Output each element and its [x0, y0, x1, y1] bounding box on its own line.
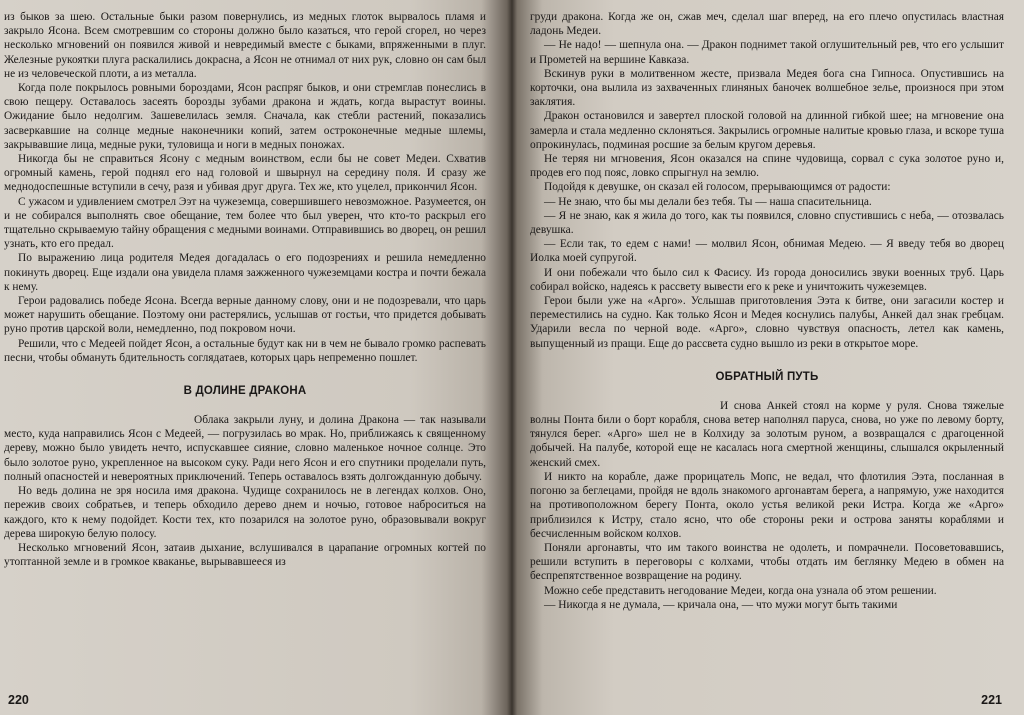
paragraph: И никто на корабле, даже прорицатель Мопс, не ведал, что флотилия Ээта, посланная в погоню за беглецами, пройдя не вдоль знакомого аргонавтам берега, а напрямую, уже находится на противоположном берегу Понта, около устья великой реки Истра. Когда же «Арго» приблизился к Истру, стало ясно, что обе стороны реки и острова заняты кораблями и бесчисленным войском колхов.	[530, 470, 1004, 540]
paragraph: — Не знаю, что бы мы делали без тебя. Ты — наша спасительница.	[544, 195, 872, 208]
paragraph: груди дракона. Когда же он, сжав меч, сделал шаг вперед, на его плечо опустилась властная ладонь Медеи.	[530, 11, 1004, 38]
paragraph: Поняли аргонавты, что им такого воинства не одолеть, и помрачнели. Посоветовавшись, решили вступить в переговоры с колхами, чтобы отдать им беглянку Медею в обмен на беспрепятственное возвращение на родину.	[530, 541, 1004, 583]
paragraph: По выражению лица родителя Медея догадалась о его подозрениях и решила немедленно покинуть дворец. Еще издали она увидела пламя зажженного чужеземцами костра и почти бежала к нему.	[4, 252, 486, 293]
paragraph: Облака закрыли луну, и долина Дракона — так называли место, куда направились Ясон с Медеей, — погрузилась во мрак. Но, приближаясь к священному дереву, можно было увидеть нечто, испускавшее сияние, словно маленькое ночное солнце. Это было золотое руно, укрепленное на высоком суку. Ради него Ясон и его спутники проделали путь, полный опасностей и невероятных приключений. Теперь оставалось взять долгожданную добычу.	[4, 414, 486, 483]
page-number: 220	[8, 693, 29, 707]
paragraph: Решили, что с Медеей пойдет Ясон, а остальные будут как ни в чем не бывало громко распевать песни, чтобы обмануть бдительность соглядатаев, которых царь непременно пошлет.	[4, 337, 486, 364]
left-page-text-block-2	[4, 413, 486, 569]
paragraph: из быков за шею. Остальные быки разом повернулись, из медных глоток вырвалось пламя и закрыло Ясона. Всем смотревшим со стороны должно было казаться, что герой сгорел, но через несколько мгновений он появился живой и невредимый вместе с быками, впряженными в плуг. Железные рукоятки плуга раскалились докрасна, а Ясон не отнимал от них рук, словно он сам был не из человеческой плоти, а из металла.	[4, 11, 486, 80]
paragraph: Вскинув руки в молитвенном жесте, призвала Медея бога сна Гипноса. Опустившись на корточки, она вылила из захваченных глиняных баночек волшебное зелье, произнося при этом заклятия.	[530, 67, 1004, 109]
left-page-text-block-1	[4, 10, 486, 365]
right-page-text-block-2	[530, 399, 1004, 612]
paragraph: Герои были уже на «Арго». Услышав приготовления Ээта к битве, они загасили костер и переместились на судно. Как только Ясон и Медея коснулись палубы, Анкей дал знак гребцам. Ударили весла по черной воде. «Арго», словно чувствуя опасность, летел как камень, выпущенный из пращи. Еще до рассвета судно вышло из реки в открытое море.	[530, 295, 1004, 350]
paragraph: Дракон остановился и завертел плоской головой на длинной гибкой шее; на мгновение она замерла и стала медленно склоняться. Закрылись огромные налитые кровью глаза, и вскоре туша опрокинулась, подминая росшие за белым кругом деревья.	[530, 110, 1004, 151]
paragraph: И снова Анкей стоял на корме у руля. Снова тяжелые волны Понта били о борт корабля, снова ветер наполнял паруса, снова, но уже по левому борту, тянулся берег. «Арго» шел не в Колхиду за золотым руном, а возвращался с драгоценной добычей. На палубе, которой еще не касалась нога смертной женщины, слышался окрыленный женский смех.	[530, 399, 1004, 469]
page-number: 221	[981, 693, 1002, 707]
right-page	[530, 10, 1004, 707]
right-page-text-block-1	[530, 10, 1004, 351]
paragraph: Несколько мгновений Ясон, затаив дыхание, вслушивался в царапание огромных когтей по утоптанной земле и в громкое кваканье, вырывавшееся из	[4, 541, 486, 569]
paragraph: Никогда бы не справиться Ясону с медным воинством, если бы не совет Медеи. Схватив огромный камень, герой поднял его над головой и швырнул на середину поля. И сразу же меднодоспешные вступили в сечу, разя и убивая друг друга. Тех же, кто уцелел, прикончил Ясон.	[4, 153, 486, 194]
paragraph: Герои радовались победе Ясона. Всегда верные данному слову, они и не подозревали, что царь может нарушить обещание. Поэтому они растерялись, услышав от гостьи, что придется добывать руно против царской воли, немедленно, под покровом ночи.	[4, 295, 486, 336]
paragraph: Когда поле покрылось ровными бороздами, Ясон распряг быков, и они стремглав понеслись в свою пещеру. Оставалось засеять борозды зубами дракона и ждать, когда вырастут воины. Ожидание было недолгим. Зашевелилась земля. Сначала, как стебли растений, показались засверкавшие на солнце медные наконечники копий, затем остроконечные медные шлемы, закрывавшие лица, медные руки, туловища и ноги в медных поножах.	[4, 82, 486, 151]
paragraph: — Я не знаю, как я жила до того, как ты появился, словно спустившись с неба, — отозвалась девушка.	[530, 209, 1004, 237]
chapter-heading: ОБРАТНЫЙ ПУТЬ	[715, 370, 819, 383]
paragraph: — Если так, то едем с нами! — молвил Ясон, обнимая Медею. — Я введу тебя во дворец Иолка моей супругой.	[530, 238, 1004, 265]
paragraph: — Не надо! — шепнула она. — Дракон поднимет такой оглушительный рев, что его услышит и Прометей на вершине Кавказа.	[530, 39, 1004, 66]
left-page	[4, 10, 486, 707]
paragraph: Подойдя к девушке, он сказал ей голосом, прерывающимся от радости:	[544, 181, 891, 194]
paragraph: С ужасом и удивлением смотрел Ээт на чужеземца, совершившего невозможное. Разумеется, он и не собирался выполнять свое обещание, тем более что был уверен, что кто-то раскрыл его тщательно скрываемую тайну обращения с медными воинами. Отправившись во дворец, он решил узнать, кто его предал.	[4, 195, 486, 251]
paragraph: Но ведь долина не зря носила имя дракона. Чудище сохранилось не в легендах колхов. Оно, пережив своих собратьев, и теперь обходило дерево днем и ночью, готовое наброситься на каждого, кто к нему подойдет. Кости тех, кто позарился на золотое руно, образовывали вокруг дерева широкую белую полосу.	[4, 485, 486, 540]
paragraph: — Никогда я не думала, — кричала она, — что мужи могут быть такими	[544, 598, 898, 611]
paragraph: И они побежали что было сил к Фасису. Из города доносились звуки военных труб. Царь собирал войско, надеясь к рассвету вывести его к реке и уничтожить чужеземцев.	[530, 266, 1004, 293]
chapter-heading: В ДОЛИНЕ ДРАКОНА	[183, 385, 307, 398]
paragraph: Можно себе представить негодование Медеи, когда она узнала об этом решении.	[544, 584, 937, 597]
paragraph: Не теряя ни мгновения, Ясон оказался на спине чудовища, сорвал с сука золотое руно и, продев его под пояс, ловко спрыгнул на землю.	[530, 153, 1004, 180]
